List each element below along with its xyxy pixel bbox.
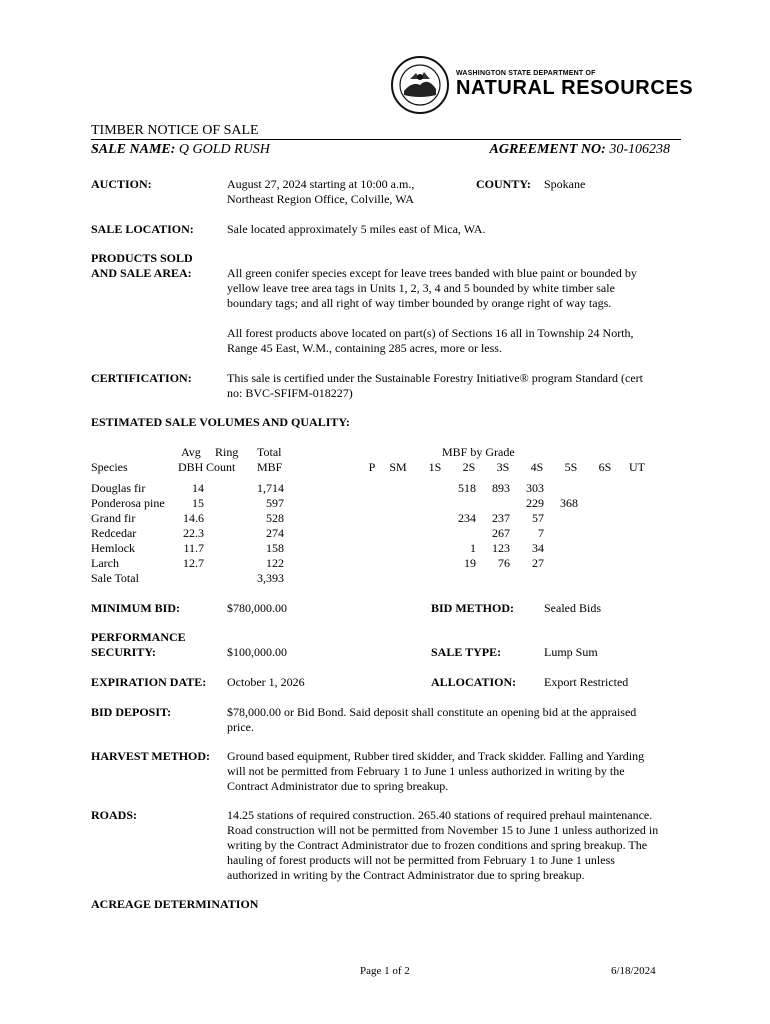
performance-value: $100,000.00 bbox=[227, 645, 287, 659]
row-dbh: 11.7 bbox=[183, 541, 204, 555]
row-dbh: 22.3 bbox=[183, 526, 204, 540]
performance-label-1: PERFORMANCE bbox=[91, 630, 186, 644]
products-p2-line-2: Range 45 East, W.M., containing 285 acres, more or less. bbox=[227, 341, 502, 355]
certification-label: CERTIFICATION: bbox=[91, 371, 192, 385]
auction-line-1: August 27, 2024 starting at 10:00 a.m., bbox=[227, 177, 415, 191]
row-species: Ponderosa pine bbox=[91, 496, 165, 510]
harvest-line-1: Ground based equipment, Rubber tired skidder, and Track skidder. Falling and Yarding bbox=[227, 749, 645, 763]
harvest-method-label: HARVEST METHOD: bbox=[91, 749, 211, 763]
sale-type-label: SALE TYPE: bbox=[431, 645, 502, 659]
sale-name-label: SALE NAME bbox=[91, 142, 171, 157]
sale-name-line: SALE NAME: Q GOLD RUSH bbox=[91, 142, 270, 157]
sale-location-label: SALE LOCATION: bbox=[91, 222, 194, 236]
row-species: Hemlock bbox=[91, 541, 135, 555]
row-species-total: Sale Total bbox=[91, 571, 139, 585]
performance-label-2: SECURITY: bbox=[91, 645, 156, 659]
title-rule bbox=[91, 139, 681, 140]
row-species: Grand fir bbox=[91, 511, 136, 525]
row-grade-4s: 34 bbox=[532, 541, 544, 555]
row-species: Larch bbox=[91, 556, 119, 570]
roads-line-3: writing by the Contract Administrator due to frozen conditions and spring breakup. The bbox=[227, 838, 648, 852]
roads-line-5: authorized in writing by the Contract Administrator due to spring breakup. bbox=[227, 868, 585, 882]
footer-date: 6/18/2024 bbox=[611, 965, 656, 977]
agreement-line: AGREEMENT NO: 30-106238 bbox=[489, 142, 670, 157]
products-label-1: PRODUCTS SOLD bbox=[91, 251, 193, 265]
county-value: Spokane bbox=[544, 177, 586, 191]
row-grade-2s: 1 bbox=[470, 541, 476, 555]
acreage-heading: ACREAGE DETERMINATION bbox=[91, 897, 259, 911]
row-species: Redcedar bbox=[91, 526, 137, 540]
col-header-grade-4s: 4S bbox=[530, 460, 544, 474]
county-label: COUNTY: bbox=[476, 177, 531, 191]
row-species: Douglas fir bbox=[91, 481, 146, 495]
dnr-seal-logo bbox=[390, 55, 450, 115]
document-title: TIMBER NOTICE OF SALE bbox=[91, 123, 259, 138]
roads-line-4: hauling of forest products will not be permitted from February 1 to June 1 unless bbox=[227, 853, 615, 867]
products-label-2: AND SALE AREA: bbox=[91, 266, 192, 280]
row-total: 274 bbox=[266, 526, 284, 540]
col-header-grade-5s: 5S bbox=[564, 460, 578, 474]
col-header-dbh: DBH bbox=[178, 460, 204, 474]
sale-location-value: Sale located approximately 5 miles east of Mica, WA. bbox=[227, 222, 486, 236]
page-number: Page 1 of 2 bbox=[360, 965, 410, 977]
col-header-grade-2s: 2S bbox=[462, 460, 476, 474]
col-header-avg: Avg bbox=[181, 445, 201, 459]
row-dbh: 12.7 bbox=[183, 556, 204, 570]
row-grade-5s: 368 bbox=[560, 496, 578, 510]
col-header-mbf-by-grade: MBF by Grade bbox=[442, 445, 515, 459]
row-grade-4s: 27 bbox=[532, 556, 544, 570]
col-header-grade-sm: SM bbox=[389, 460, 407, 474]
col-header-grade-3s: 3S bbox=[496, 460, 510, 474]
products-p1-line-2: yellow leave tree area tags in Units 1, 2, 3, 4 and 5 bounded by white timber sale bbox=[227, 281, 615, 295]
row-grade-3s: 267 bbox=[492, 526, 510, 540]
row-grade-4s: 57 bbox=[532, 511, 544, 525]
col-header-species: Species bbox=[91, 460, 128, 474]
row-grade-3s: 123 bbox=[492, 541, 510, 555]
sale-name-value: Q GOLD RUSH bbox=[178, 142, 270, 157]
agreement-label: AGREEMENT NO bbox=[489, 142, 602, 157]
expiration-label: EXPIRATION DATE: bbox=[91, 675, 207, 689]
row-total: 1,714 bbox=[257, 481, 284, 495]
harvest-line-3: Contract Administrator due to spring breakup. bbox=[227, 779, 449, 793]
products-p2-line-1: All forest products above located on part(s) of Sections 16 all in Township 24 North, bbox=[227, 326, 634, 340]
roads-line-2: Road construction will not be permitted from November 15 to June 1 unless authorized in bbox=[227, 823, 659, 837]
row-grade-3s: 237 bbox=[492, 511, 510, 525]
minimum-bid-label: MINIMUM BID: bbox=[91, 601, 180, 615]
certification-line-1: This sale is certified under the Sustainable Forestry Initiative® program Standard (cert bbox=[227, 371, 643, 385]
products-p1-line-3: boundary tags; and all right of way timber bounded by orange right of way tags. bbox=[227, 296, 612, 310]
row-dbh: 14 bbox=[192, 481, 204, 495]
allocation-label: ALLOCATION: bbox=[431, 675, 517, 689]
auction-label: AUCTION: bbox=[91, 177, 152, 191]
row-total: 122 bbox=[266, 556, 284, 570]
harvest-line-2: will not be permitted from February 1 to June 1 unless authorized in writing by the bbox=[227, 764, 625, 778]
col-header-grade-1s: 1S bbox=[428, 460, 442, 474]
row-grade-4s: 7 bbox=[538, 526, 544, 540]
bid-method-value: Sealed Bids bbox=[544, 601, 601, 615]
row-total: 597 bbox=[266, 496, 284, 510]
row-grade-4s: 303 bbox=[526, 481, 544, 495]
col-header-grade-ut: UT bbox=[629, 460, 645, 474]
row-grade-4s: 229 bbox=[526, 496, 544, 510]
bid-deposit-label: BID DEPOSIT: bbox=[91, 705, 172, 719]
bid-deposit-line-2: price. bbox=[227, 720, 254, 734]
products-p1-line-1: All green conifer species except for leave trees banded with blue paint or bounded by bbox=[227, 266, 637, 280]
row-grade-3s: 76 bbox=[498, 556, 510, 570]
allocation-value: Export Restricted bbox=[544, 675, 629, 689]
row-dbh: 15 bbox=[192, 496, 204, 510]
col-header-count: Count bbox=[206, 460, 236, 474]
auction-line-2: Northeast Region Office, Colville, WA bbox=[227, 192, 414, 206]
row-total: 158 bbox=[266, 541, 284, 555]
row-grade-2s: 19 bbox=[464, 556, 476, 570]
col-header-grade-6s: 6S bbox=[598, 460, 612, 474]
volumes-heading: ESTIMATED SALE VOLUMES AND QUALITY: bbox=[91, 415, 350, 429]
col-header-mbf: MBF bbox=[257, 460, 283, 474]
col-header-ring: Ring bbox=[215, 445, 239, 459]
row-total-sum: 3,393 bbox=[257, 571, 284, 585]
certification-line-2: no: BVC-SFIFM-018227) bbox=[227, 386, 353, 400]
agency-name-large: NATURAL RESOURCES bbox=[456, 77, 694, 99]
agency-name-small: WASHINGTON STATE DEPARTMENT OF bbox=[456, 70, 596, 77]
row-grade-3s: 893 bbox=[492, 481, 510, 495]
minimum-bid-value: $780,000.00 bbox=[227, 601, 287, 615]
row-total: 528 bbox=[266, 511, 284, 525]
row-dbh: 14.6 bbox=[183, 511, 204, 525]
row-grade-2s: 234 bbox=[458, 511, 476, 525]
agreement-value: 30-106238 bbox=[609, 142, 670, 157]
bid-deposit-line-1: $78,000.00 or Bid Bond. Said deposit shall constitute an opening bid at the appraised bbox=[227, 705, 637, 719]
col-header-grade-p: P bbox=[368, 460, 376, 474]
roads-label: ROADS: bbox=[91, 808, 138, 822]
sale-type-value: Lump Sum bbox=[544, 645, 598, 659]
col-header-total: Total bbox=[257, 445, 282, 459]
row-grade-2s: 518 bbox=[458, 481, 476, 495]
roads-line-1: 14.25 stations of required construction. 265.40 stations of required prehaul maintenance. bbox=[227, 808, 653, 822]
bid-method-label: BID METHOD: bbox=[431, 601, 515, 615]
expiration-value: October 1, 2026 bbox=[227, 675, 305, 689]
